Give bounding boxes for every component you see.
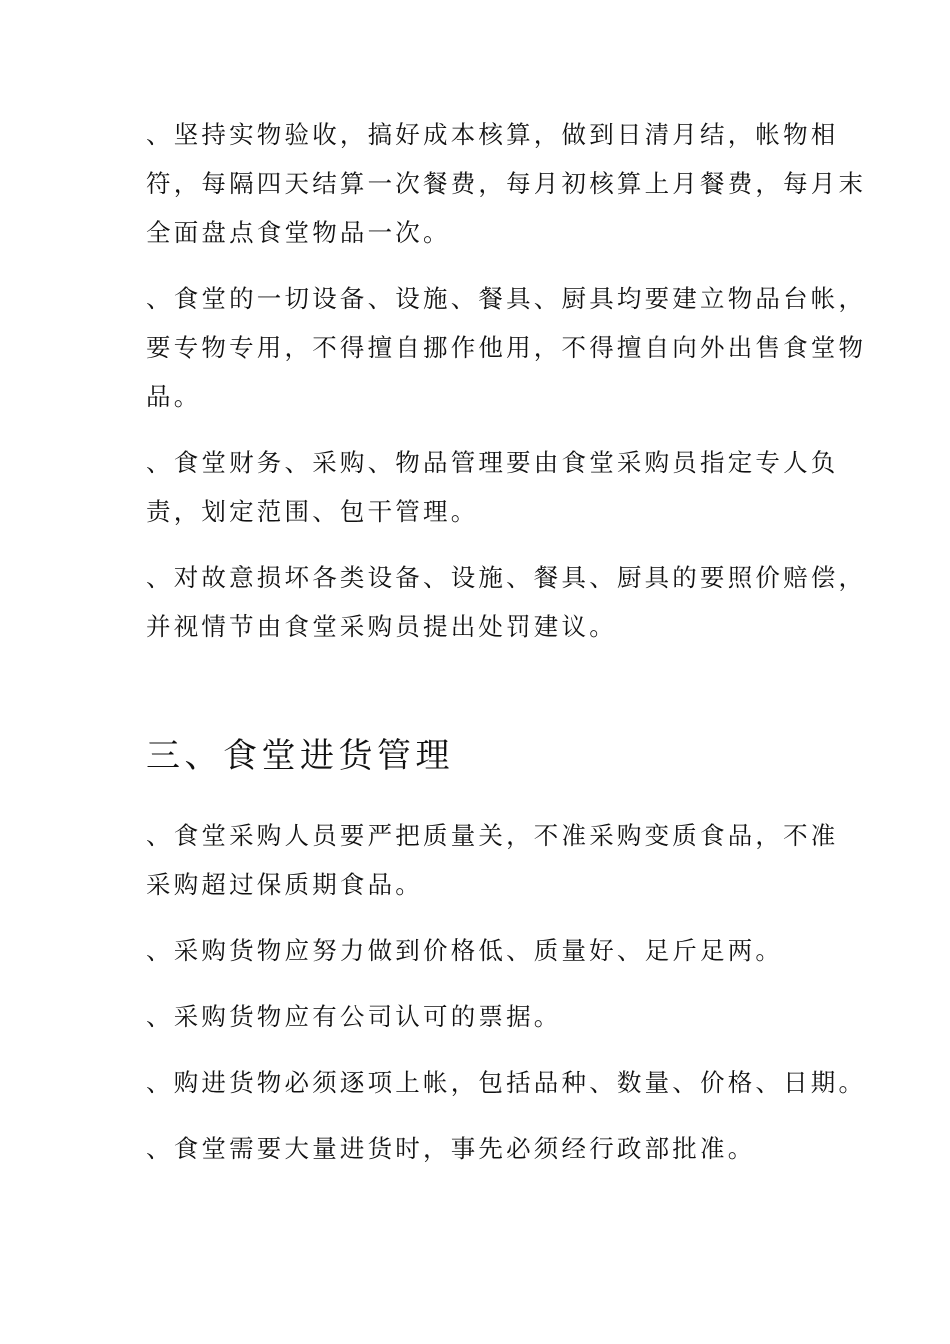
paragraph-line: 要专物专用，不得擅自挪作他用，不得擅自向外出售食堂物 [146, 333, 867, 362]
paragraph-item [146, 438, 839, 536]
paragraph-line: 并视情节由食堂采购员提出处罚建议。 [146, 612, 617, 641]
paragraph-line: 、食堂采购人员要严把质量关，不准采购变质食品，不准 [146, 821, 839, 850]
paragraph-item [146, 1058, 867, 1107]
paragraph-line: 、食堂财务、采购、物品管理要由食堂采购员指定专人负 [146, 448, 839, 477]
paragraph-line: 责，划定范围、包干管理。 [146, 497, 479, 526]
paragraph-item [146, 992, 810, 1041]
paragraph-line: 符，每隔四天结算一次餐费，每月初核算上月餐费，每月末 [146, 169, 867, 198]
paragraph-item [146, 926, 810, 975]
paragraph-item [146, 553, 867, 651]
section-2-list [146, 110, 867, 651]
paragraph-item [146, 1124, 810, 1173]
paragraph-item [146, 110, 867, 257]
section-3-list [146, 811, 867, 1173]
paragraph-line: 、坚持实物验收，搞好成本核算，做到日清月结，帐物相 [146, 120, 839, 149]
paragraph-line: 、采购货物应努力做到价格低、质量好、足斤足两。 [146, 936, 784, 965]
section-heading: 三、食堂进货管理 [146, 736, 454, 776]
paragraph-line: 、购进货物必须逐项上帐，包括品种、数量、价格、日期。 [146, 1068, 867, 1097]
document-page [146, 110, 867, 1190]
paragraph-line: 全面盘点食堂物品一次。 [146, 218, 451, 247]
paragraph-line: 、食堂的一切设备、设施、餐具、厨具均要建立物品台帐， [146, 284, 867, 313]
paragraph-line: 品。 [146, 382, 202, 411]
paragraph-item [146, 274, 867, 421]
paragraph-line: 、采购货物应有公司认可的票据。 [146, 1002, 562, 1031]
paragraph-item [146, 811, 839, 909]
paragraph-line: 、食堂需要大量进货时，事先必须经行政部批准。 [146, 1134, 756, 1163]
paragraph-line: 、对故意损坏各类设备、设施、餐具、厨具的要照价赔偿， [146, 563, 867, 592]
paragraph-line: 采购超过保质期食品。 [146, 870, 423, 899]
